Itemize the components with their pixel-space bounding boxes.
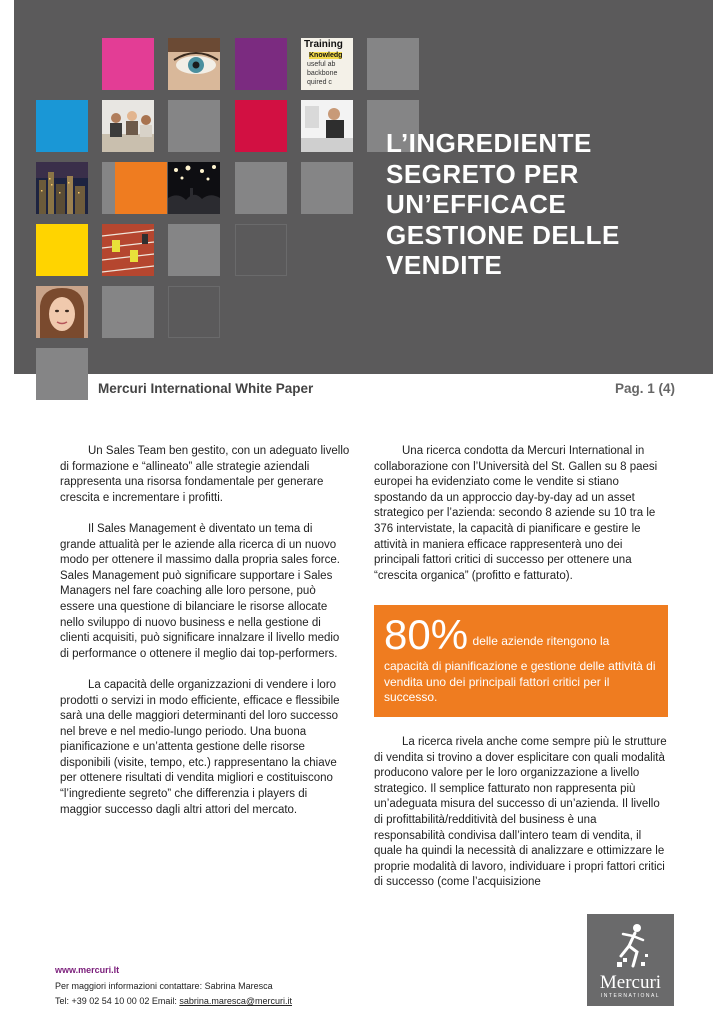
meeting-photo: [102, 100, 154, 152]
hero-title-line: L’INGREDIENTE: [386, 128, 592, 158]
training-card-line: useful ab: [307, 61, 336, 68]
purple-tile: [235, 38, 287, 90]
gray-tile: [235, 162, 287, 214]
hero-banner: [14, 0, 713, 374]
running-figure-icon: [613, 922, 653, 972]
header-row: [98, 381, 675, 403]
training-card-title: Training: [304, 39, 343, 50]
right-column-intro: [374, 444, 668, 600]
logo-subtitle: INTERNATIONAL: [600, 993, 661, 999]
gray-tile: [168, 224, 220, 276]
hero-title: [386, 128, 706, 281]
orange-tile: [115, 162, 167, 214]
hero-title-line: VENDITE: [386, 250, 503, 280]
running-track-photo: [102, 224, 154, 276]
woman-portrait-photo: [36, 286, 88, 338]
website-link[interactable]: www.mercuri.It: [55, 965, 120, 975]
gray-tile: [102, 286, 154, 338]
gray-tile: [168, 100, 220, 152]
yellow-tile: [36, 224, 88, 276]
training-card-line: Knowledg: [309, 52, 343, 59]
logo-name: Mercuri: [599, 972, 662, 993]
email-link[interactable]: sabrina.maresca@mercuri.it: [179, 996, 293, 1006]
pink-tile: [102, 38, 154, 90]
contact-line: Per maggiori informazioni contattare: Sabrina Maresca: [55, 980, 273, 991]
blue-tile: [36, 100, 88, 152]
white-paper-label: Mercuri International White Paper: [98, 381, 314, 396]
training-card-photo: [301, 38, 353, 90]
phone-text: Tel: +39 02 54 10 00 02 Email:: [55, 996, 180, 1006]
training-card-line: quired c: [307, 79, 332, 86]
gray-tile: [367, 38, 419, 90]
mercuri-logo: [587, 914, 674, 1006]
outline-tile: [168, 286, 220, 338]
page-number: Pag. 1 (4): [614, 381, 675, 396]
footer: [55, 963, 292, 1010]
office-photo: [301, 100, 353, 152]
paragraph: La ricerca rivela anche come sempre più le strutture di vendita si trovino a dover esplicitare con quali modalità producono valore per le loro organizzazione a livello strategico. Il semplice fatturato non rappresenta più un’adeguata misura del successo di un’azienda. Il livello di profittabilità/redditività del business è una responsabilità condivisa dall’intero team di vendita, il quale ha quindi la necessità di analizzare e ottimizzare le proprie modalità di lavoro, individuare i propri fattori critici di successo (come l’acquisizione: [374, 736, 667, 889]
eye-photo: [168, 38, 220, 90]
paragraph: Una ricerca condotta da Mercuri International in collaborazione con l’Università del St. Gallen su 8 paesi europei ha evidenziato come le vendite si stiano spostando da un approccio day-by-day ad un asset strategico per l’azienda: secondo 8 aziende su 10 tra le 376 intervistate, la capacità di pianificare e gestire le attività in maniera efficace rappresenterà uno dei principali fattori critici di successo per ottenere una “crescita organica” (profitto e fatturato).: [374, 445, 658, 582]
paragraph: La capacità delle organizzazioni di vendere i loro prodotti o servizi in modo efficiente, efficace e flessibile sarà una delle maggiori determinanti del loro successo nel breve e nel medio-lungo periodo. Una buona pianificazione e un’attenta gestione delle risorse disponibili (visite, tempo, etc.) rappresentano la chiave per ottenere risultati di vendita migliori e costituiscono “l’ingrediente segreto” che differenzia i players di maggior successo dagli altri attori del mercato.: [60, 678, 340, 816]
callout-lead: delle aziende ritengono la: [472, 634, 610, 648]
paragraph: Il Sales Management è diventato un tema di grande attualità per le aziende alla ricerca di un nuovo modo per ottenere il massimo dalla propria sales force. Sales Management può significare supportare i Sales Managers nel fare coaching alle loro persone, può essere una questione di bilanciare le risorse allocate nello sviluppo di nuovo business e nella gestione di clienti acquisiti, può significare innalzare il livello medio di performance o ottenere il meglio dai top-performers.: [60, 522, 340, 660]
left-column: [60, 444, 350, 834]
training-card-line: backbone: [307, 70, 338, 77]
callout-figure: 80%: [384, 611, 469, 658]
hero-title-line: GESTIONE DELLE: [386, 219, 620, 250]
hero-title-line: UN’EFFICACE: [386, 189, 567, 219]
statistic-callout: [374, 605, 668, 717]
paragraph: Un Sales Team ben gestito, con un adeguato livello di formazione e “allineato” alle strategie aziendali rappresenta una risorsa fondamentale per generare crescita e incrementare i profitti.: [60, 445, 350, 504]
callout-text: capacità di pianificazione e gestione delle attività di vendita uno dei principali fattori critici per il successo.: [384, 659, 656, 705]
right-column-continuation: [374, 735, 668, 907]
concert-photo: [168, 162, 220, 214]
outline-tile: [235, 224, 287, 276]
gray-tile: [301, 162, 353, 214]
red-tile: [235, 100, 287, 152]
city-night-photo: [36, 162, 88, 214]
hero-title-line: SEGRETO PER: [386, 158, 579, 189]
phone-email-line: [55, 994, 292, 1010]
gray-tile-overhang: [36, 348, 88, 400]
